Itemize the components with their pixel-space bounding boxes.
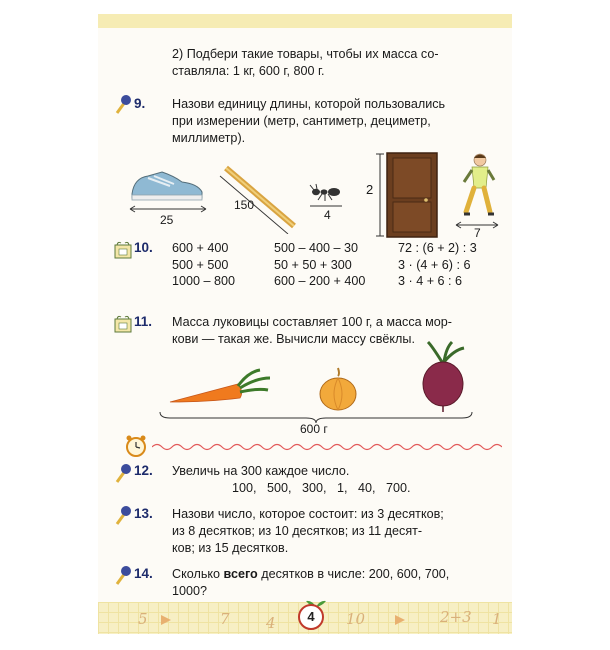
task10-number: 10. [134,240,153,255]
task14-bold-word: всего [223,567,258,581]
task12-number: 12. [134,463,153,478]
footer-deco-number: 1 [492,610,502,628]
carrot-image [168,368,272,408]
task10-column2 [274,240,365,290]
task14-pre: Сколько [172,567,224,581]
task10-col3-item: 3 · (4 + 6) : 6 [398,257,471,272]
alarm-clock-icon [124,434,148,458]
triangle-icon [160,614,172,626]
task9-line2: при измерении (метр, сантиметр, дециметр, [172,114,431,128]
task13-line3: ков; из 15 десятков. [172,541,289,555]
task13-line1: Назови число, которое состоит: из 3 десятков; [172,507,444,521]
page-number: 4 [298,604,324,630]
ant-length-label: 4 [324,208,331,222]
door-measure-line [374,152,386,238]
footer-deco-number: 4 [266,614,276,632]
door-height-label: 2 [366,182,374,197]
onion-image [316,366,360,412]
task10-col2-item: 500 – 400 – 30 [274,241,359,255]
task10-col1-item: 1000 – 800 [172,274,236,288]
footer-deco-number: 2+3 [440,608,472,626]
footer-deco-number: 10 [346,610,366,628]
task11-line1: Масса луковицы составляет 100 г, а масса мор- [172,315,453,329]
girl-step-label: 7 [474,226,481,240]
textbook-page [98,14,512,634]
book-icon [112,240,134,260]
total-mass-label: 600 г [300,422,328,436]
pencil-length-label: 150 [234,198,255,212]
microphone-icon [114,462,132,484]
task10-col2-item: 600 – 200 + 400 [274,274,366,288]
task13-line2: из 8 десятков; из 10 десятков; из 11 десят- [172,524,423,538]
wavy-divider [152,442,502,452]
task11-line2: кови — такая же. Вычисли массу свёклы. [172,332,415,346]
task10-column3 [398,240,477,290]
shoe-length-label: 25 [160,213,174,227]
task9-number: 9. [134,96,146,111]
task14-number: 14. [134,566,153,581]
task10-col3-item: 72 : (6 + 2) : 3 [398,241,477,255]
task10-col1-item: 600 + 400 [172,241,229,255]
pencil-image [218,164,300,234]
task10-col1-item: 500 + 500 [172,257,229,272]
task10-column1 [172,240,235,290]
task9-line3: миллиметр). [172,131,246,145]
task2-line2: ставляла: 1 кг, 600 г, 800 г. [172,64,325,78]
triangle-icon [394,614,406,626]
task2-line1: 2) Подбери такие товары, чтобы их масса со- [172,47,439,61]
book-icon [112,314,134,334]
sneaker-image [128,164,206,206]
task11-number: 11. [134,314,153,329]
task14-line1 [172,566,449,583]
door-image [386,152,438,238]
beet-image [418,340,468,412]
microphone-icon [114,564,132,586]
footer-deco-number: 5 [138,610,148,628]
microphone-icon [114,93,132,115]
task10-col2-item: 50 + 50 + 300 [274,257,352,272]
top-decor-bar [98,14,512,28]
microphone-icon [114,504,132,526]
task10-col3-item: 3 · 4 + 6 : 6 [398,274,463,288]
task9-line1: Назови единицу длины, которой пользовались [172,97,446,111]
task12-text: Увеличь на 300 каждое число. [172,464,350,478]
task14-line2: 1000? [172,584,208,598]
task13-number: 13. [134,506,153,521]
task12-numbers: 100, 500, 300, 1, 40, 700. [232,481,411,495]
task14-post: десятков в числе: 200, 600, 700, [257,567,450,581]
walking-girl-image [454,152,500,222]
footer-deco-number: 7 [220,610,230,628]
